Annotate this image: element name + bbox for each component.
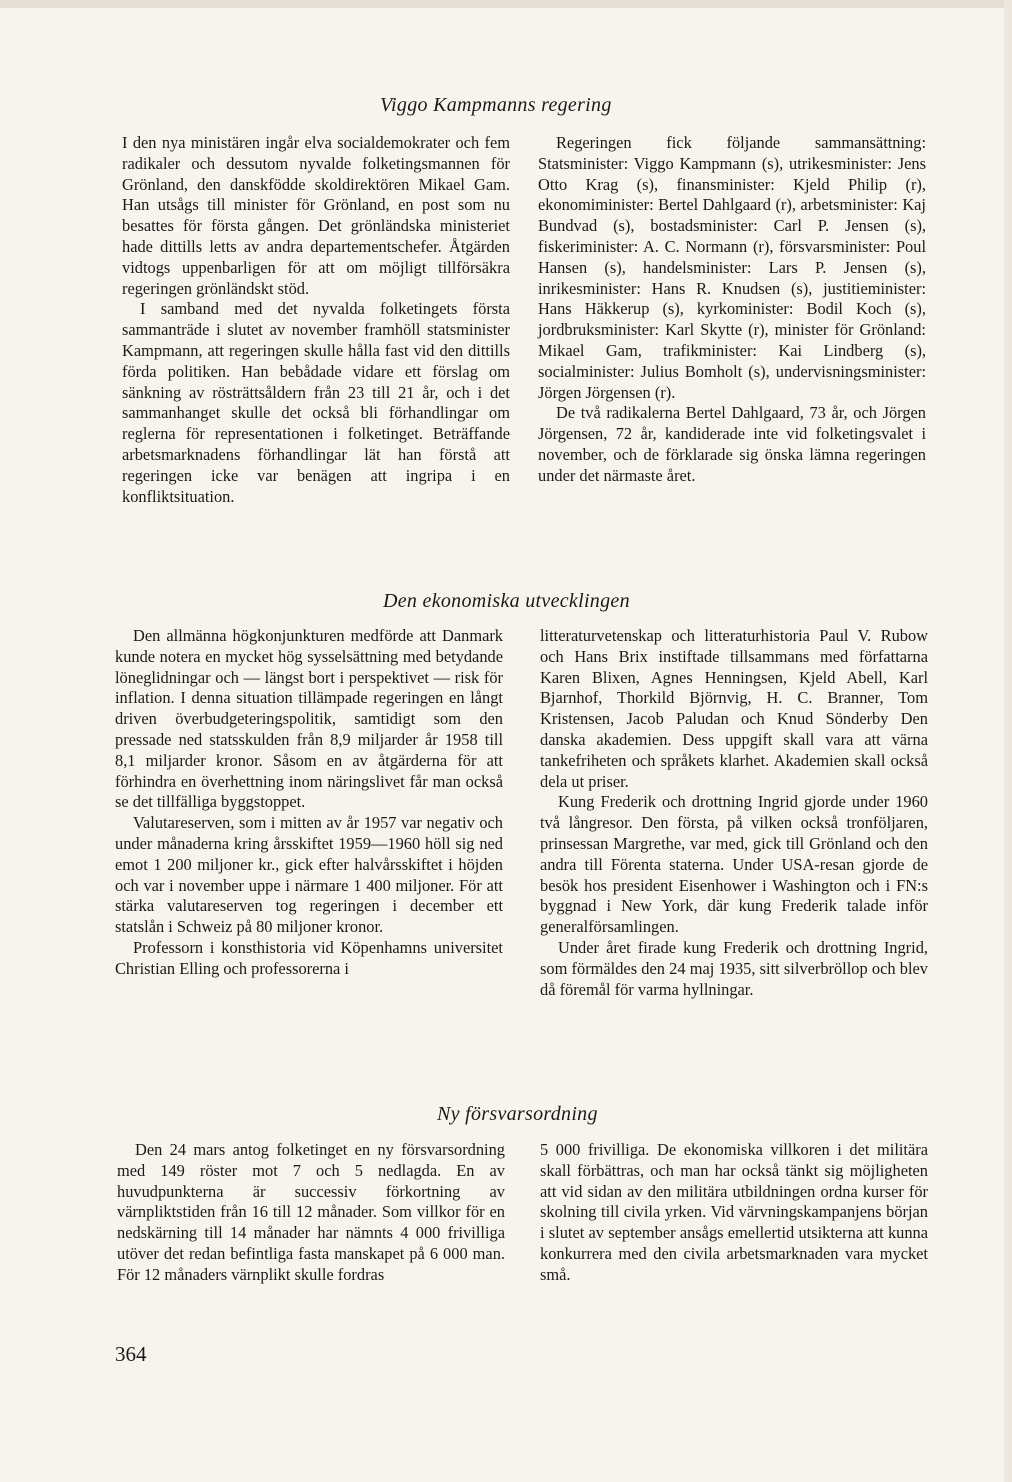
section-defence-right-column [540,1140,928,1286]
page-number: 364 [115,1342,147,1366]
paragraph: Valutareserven, som i mitten av år 1957 var negativ och under månaderna kring årsskiftet 1959—1960 höll sig ned emot 1 200 miljoner kr., gick efter halvårsskiftet i höjden och var i november uppe i närmare 1 400 miljoner. För att stärka valutareserven tog regeringen i december ett statslån i Schweiz på 80 miljoner kronor. [115,813,503,937]
section-heading-defence: Ny försvarsordning [437,1103,598,1125]
paragraph: 5 000 frivilliga. De ekonomiska villkoren i det militära skall förbättras, och man har också tänkt sig möjligheten att vid sidan av den militära utbildningen ordna kurser för skolning till civila yrken. Vid värvningskampanjens början i slutet av september ansågs emellertid utsikterna att kunna konkurrera med den civila arbetsmarknaden vara mycket små. [540,1140,928,1284]
paragraph: Kung Frederik och drottning Ingrid gjorde under 1960 två långresor. Den första, på vilken också tronföljaren, prinsessan Margrethe, var med, gick till Grönland och den andra till Förenta staterna. Under USA-resan gjorde de besök hos president Eisenhower i Washington och i FN:s byggnad i New York, där kung Frederik talade inför generalförsamlingen. [540,792,928,937]
paragraph: Under året firade kung Frederik och drottning Ingrid, som förmäldes den 24 maj 1935, sitt silverbröllop och blev då föremål för varma hyllningar. [540,937,928,999]
paragraph: Professorn i konsthistoria vid Köpenhamns universitet Christian Elling och professorerna i [115,937,503,978]
paragraph: De två radikalerna Bertel Dahlgaard, 73 år, och Jörgen Jörgensen, 72 år, kandiderade inte vid folketingsvalet i november, och de förklarade sig önska lämna regeringen under det närmaste året. [538,403,926,485]
paragraph: Den 24 mars antog folketinget en ny försvarsordning med 149 röster mot 7 och 5 nedlagda. En av huvudpunkterna är successiv förkortning av värnpliktstiden från 16 till 12 månader. Som villkor för en nedskärning till 14 månader har nämnts 4 000 frivilliga utöver det redan befintliga fasta manskapet på 6 000 man. För 12 månaders värnplikt skulle fordras [117,1140,505,1284]
section-defence-left-column [117,1140,505,1286]
paragraph: litteraturvetenskap och litteraturhistoria Paul V. Rubow och Hans Brix instiftade tillsammans med författarna Karen Blixen, Agnes Henningsen, Kjeld Abell, Karl Bjarnhof, Thorkild Björnvig, H. C. Branner, Tom Kristensen, Jacob Paludan och Knud Sönderby Den danska akademien. Dess uppgift skall vara att värna tankefriheten och språkets klarhet. Akademien skall också dela ut priser. [540,626,928,791]
section-economy-left-column [115,626,503,980]
paragraph: Den allmänna högkonjunkturen medförde att Danmark kunde notera en mycket hög sysselsättning med betydande löneglidningar och — längst bort i perspektivet — risk för inflation. I denna situation tillämpade regeringen en långt driven överbudgeteringspolitik, samtidigt som den pressade ned statsskulden från 8,9 miljarder år 1958 till 8,1 miljarder kronor. Såsom en av åtgärderna för att förhindra en överhettning inom näringslivet får man också se det tillfälliga byggstoppet. [115,626,503,812]
section-kampmann-left-column [122,133,510,507]
paragraph: I samband med det nyvalda folketingets första sammanträde i slutet av november framhöll statsminister Kampmann, att regeringen skulle hålla fast vid den dittills förda politiken. Han bebådade vidare ett förslag om sänkning av rösträttsåldern från 23 till 21 år, och i det sammanhanget skulle det också bli förhandlingar om reglerna för representationen i folketinget. Beträffande arbetsmarknadens förhandlingar lät han förstå att regeringen icke var benägen att ingripa i en konfliktsituation. [122,299,510,506]
section-heading-economy: Den ekonomiska utvecklingen [383,590,630,612]
section-economy-right-column [540,626,928,1000]
section-kampmann-right-column [538,133,926,487]
paragraph: Regeringen fick följande sammansättning: Statsminister: Viggo Kampmann (s), utrikesminister: Jens Otto Krag (s), finansminister: Kjeld Philip (r), ekonomiminister: Bertel Dahlgaard (r), arbetsminister: Kaj Bundvad (s), bostadsminister: Carl P. Jensen (s), fiskeriminister: A. C. Normann (r), försvarsminister: Poul Hansen (s), handelsminister: Lars P. Jensen (s), inrikesminister: Hans R. Knudsen (s), justitieminister: Hans Häkkerup (s), kyrkominister: Bodil Koch (s), jordbruksminister: Karl Skytte (r), minister för Grönland: Mikael Gam, trafikminister: Kai Lindberg (s), socialminister: Julius Bomholt (s), undervisningsminister: Jörgen Jörgensen (r). [538,133,926,402]
paragraph: I den nya ministären ingår elva socialdemokrater och fem radikaler och dessutom nyvalde folketingsmannen för Grönland, den danskfödde skoldirektören Mikael Gam. Han utsågs till minister för Grönland, en post som nu besattes för första gången. Det grönländska ministeriet hade dittills letts av andra departementschefer. Åtgärden vidtogs uppenbarligen för att om möjligt tillförsäkra regeringen grönländskt stöd. [122,133,510,298]
section-heading-kampmann: Viggo Kampmanns regering [380,94,612,116]
